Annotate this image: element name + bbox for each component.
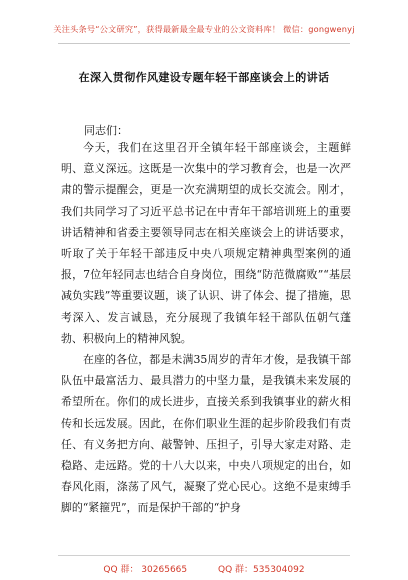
footer-divider xyxy=(58,555,350,556)
paragraph-2: 在座的各位，都是未满35周岁的青年才俊，是我镇干部队伍中最富活力、最具潜力的中坚力量，是我镇未来发展的希望所在。你们的成长进步，直接关系到我镇事业的薪火相传和长远发展。因此，在你们职业生涯的起步阶段我们有责任、有义务把方向、敲警钟、压担子，引导大家走对路、走稳路、走远路。党的十八大以来，中央八项规定的出台，如春风化雨，涤荡了风气，凝聚了党心民心。这绝不是束缚手脚的“紧箍咒”，而是保护干部的“护身 xyxy=(61,353,351,515)
footer-qq-group-2: QQ 群：535304092 xyxy=(218,565,305,575)
document-title: 在深入贯彻作风建设专题年轻干部座谈会上的讲话 xyxy=(78,71,330,84)
paragraph-1: 今天，我们在这里召开全镇年轻干部座谈会，主题鲜明、意义深远。这既是一次集中的学习教育会，也是一次严肃的警示提醒会，更是一次充满期望的成长交流会。刚才，我们共同学习了习近平总书记在中青年干部培训班上的重要讲话精神和省委主要领导同志在相关座谈会上的讲话要求，听取了关于年轻干部违反中央八项规定精神典型案例的通报，7位年轻同志也结合自身岗位，围绕“防范微腐败”“基层减负实践”等重要议题，谈了认识、讲了体会、提了措施，思考深入、发言诚恳，充分展现了我镇年轻干部队伍朝气蓬勃、积极向上的精神风貌。 xyxy=(61,141,351,345)
salutation: 同志们： xyxy=(84,124,128,137)
footer-qq-group-1: QQ 群： 30265665 xyxy=(103,565,188,575)
footer xyxy=(0,562,408,575)
header-promo-note: 关注头条号“公文研究”，获得最新最全最专业的公文资料库！ 微信：gongwenyj xyxy=(53,24,355,34)
document-body xyxy=(61,137,351,519)
header-divider xyxy=(58,43,350,44)
